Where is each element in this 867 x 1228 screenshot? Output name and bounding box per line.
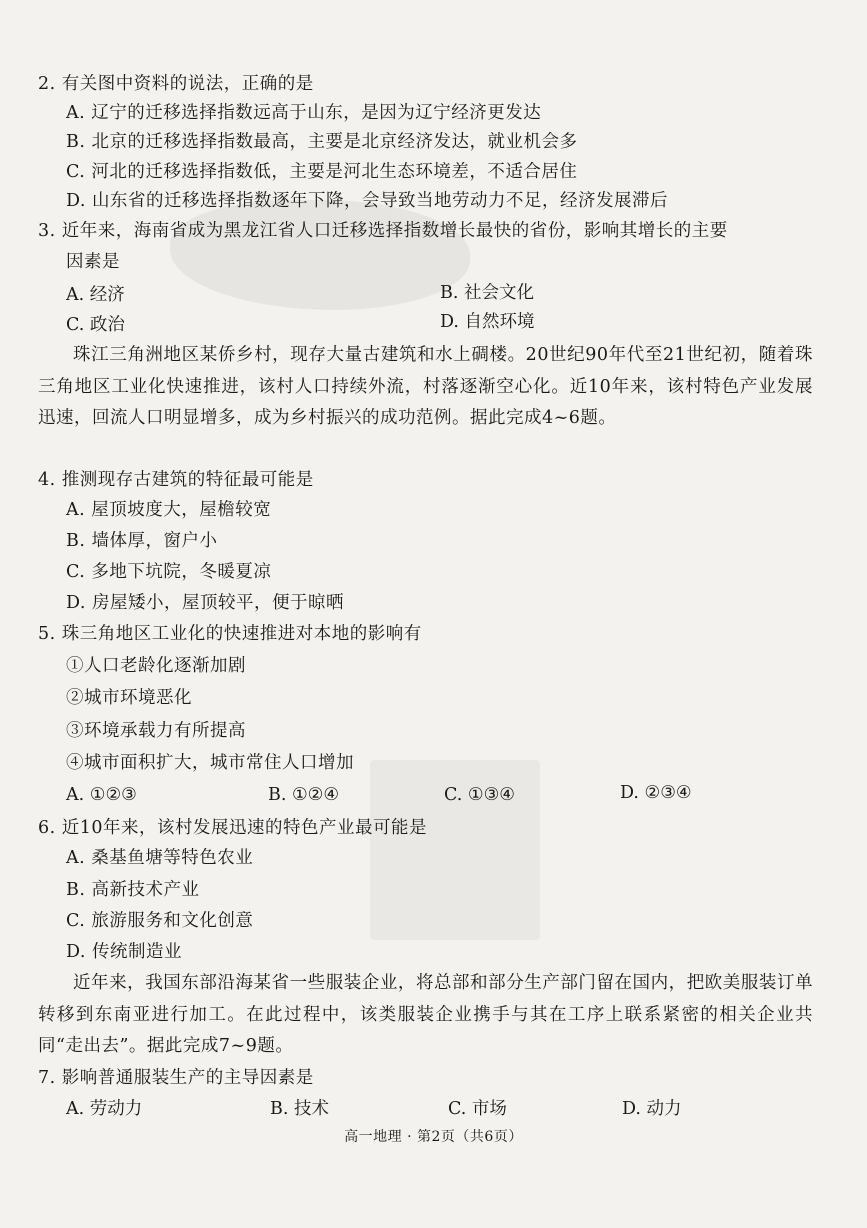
q7-option-c: C. 市场 bbox=[448, 1099, 507, 1119]
q5-item-1: ①人口老龄化逐渐加剧 bbox=[66, 656, 246, 676]
q6-option-b: B. 高新技术产业 bbox=[66, 880, 200, 900]
passage-4-6: 珠江三角洲地区某侨乡村，现存大量古建筑和水上碉楼。20世纪90年代至21世纪初，随着珠三角地区工业化快速推进，该村人口持续外流，村落逐渐空心化。近10年来，该村特色产业发展迅速，回流人口明显增多，成为乡村振兴的成功范例。据此完成4~6题。 bbox=[38, 345, 813, 428]
q5-item-4: ④城市面积扩大，城市常住人口增加 bbox=[66, 753, 354, 773]
q4-option-d: D. 房屋矮小，屋顶较平，便于晾晒 bbox=[66, 593, 345, 613]
q7-option-a: A. 劳动力 bbox=[66, 1099, 143, 1119]
q4-option-c: C. 多地下坑院，冬暖夏凉 bbox=[66, 562, 272, 582]
q7-stem: 7. 影响普通服装生产的主导因素是 bbox=[38, 1068, 314, 1088]
q2-option-b: B. 北京的迁移选择指数最高，主要是北京经济发达，就业机会多 bbox=[66, 132, 578, 152]
q6-option-d: D. 传统制造业 bbox=[66, 942, 183, 962]
q2-option-c: C. 河北的迁移选择指数低，主要是河北生态环境差，不适合居住 bbox=[66, 162, 578, 182]
q2-option-a: A. 辽宁的迁移选择指数远高于山东，是因为辽宁经济更发达 bbox=[66, 103, 542, 123]
q3-option-d: D. 自然环境 bbox=[440, 312, 535, 332]
q6-option-a: A. 桑基鱼塘等特色农业 bbox=[66, 848, 254, 868]
q5-option-d: D. ②③④ bbox=[620, 783, 692, 803]
q4-option-b: B. 墙体厚，窗户小 bbox=[66, 531, 218, 551]
q7-option-b: B. 技术 bbox=[270, 1099, 329, 1119]
q3-option-c: C. 政治 bbox=[66, 315, 125, 335]
q6-option-c: C. 旅游服务和文化创意 bbox=[66, 911, 254, 931]
page-footer: 高一地理 · 第2页（共6页） bbox=[344, 1129, 523, 1145]
q3-option-a: A. 经济 bbox=[66, 285, 125, 305]
q5-option-a: A. ①②③ bbox=[66, 785, 137, 805]
q2-option-d: D. 山东省的迁移选择指数逐年下降，会导致当地劳动力不足，经济发展滞后 bbox=[66, 191, 669, 211]
q5-item-3: ③环境承载力有所提高 bbox=[66, 721, 246, 741]
q7-option-d: D. 动力 bbox=[622, 1099, 682, 1119]
q4-stem: 4. 推测现存古建筑的特征最可能是 bbox=[38, 470, 314, 490]
q5-option-b: B. ①②④ bbox=[268, 785, 340, 805]
q2-stem: 2. 有关图中资料的说法，正确的是 bbox=[38, 74, 314, 94]
q3-option-b: B. 社会文化 bbox=[440, 283, 534, 303]
q5-item-2: ②城市环境恶化 bbox=[66, 688, 192, 708]
q5-stem: 5. 珠三角地区工业化的快速推进对本地的影响有 bbox=[38, 624, 422, 644]
passage-7-9: 近年来，我国东部沿海某省一些服装企业，将总部和部分生产部门留在国内，把欧美服装订单转移到东南亚进行加工。在此过程中，该类服装企业携手与其在工序上联系紧密的相关企业共同“走出去”。据此完成7~9题。 bbox=[38, 973, 813, 1056]
q3-stem: 3. 近年来，海南省成为黑龙江省人口迁移选择指数增长最快的省份，影响其增长的主要 bbox=[38, 221, 728, 241]
q4-option-a: A. 屋顶坡度大，屋檐较宽 bbox=[66, 500, 272, 520]
q6-stem: 6. 近10年来，该村发展迅速的特色产业最可能是 bbox=[38, 818, 428, 838]
q5-option-c: C. ①③④ bbox=[444, 785, 515, 805]
q3-stem-cont: 因素是 bbox=[66, 252, 120, 272]
